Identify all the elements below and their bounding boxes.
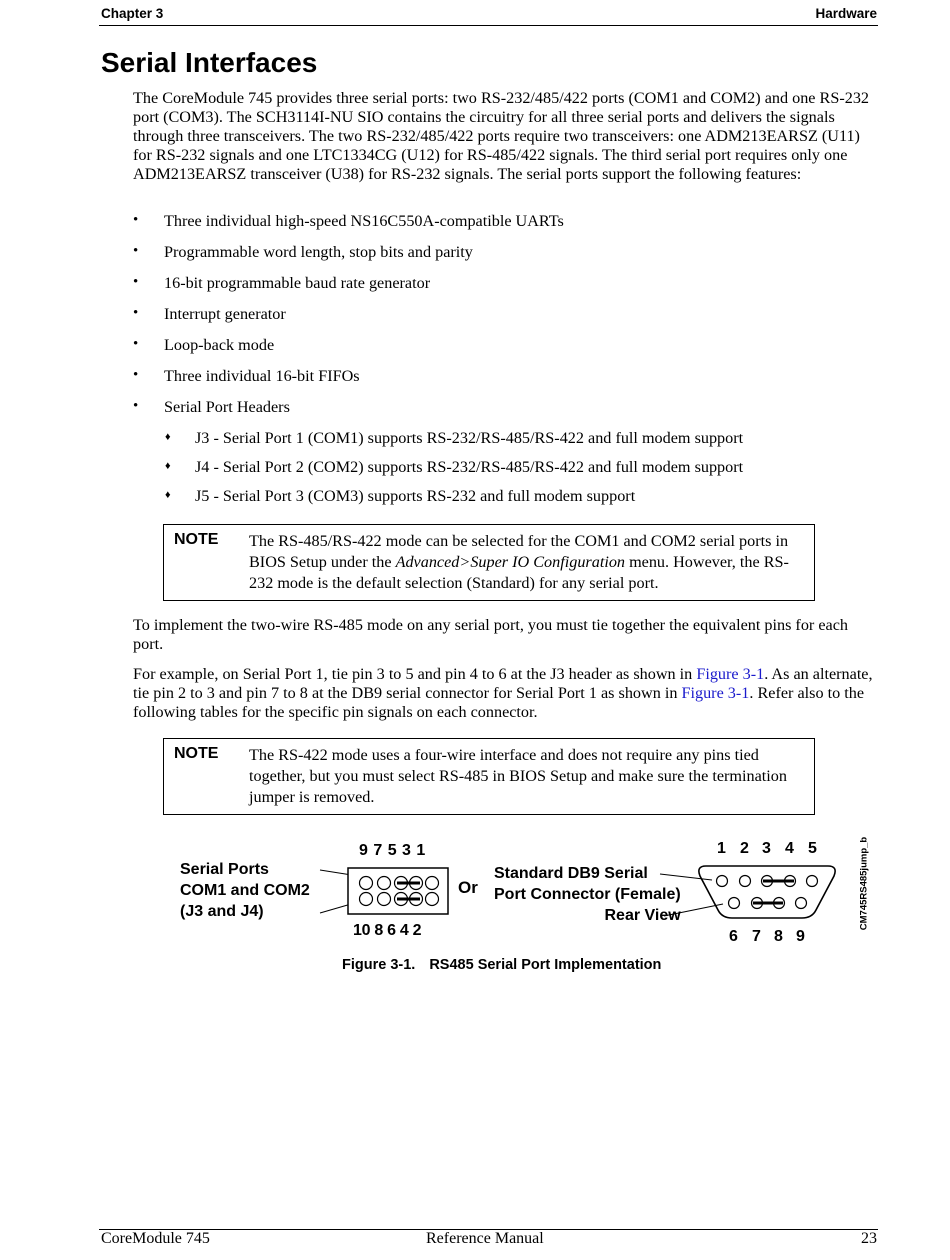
- db9-label: Standard DB9 Serial Port Connector (Female) Rear View: [494, 865, 681, 924]
- note-label: NOTE: [174, 531, 219, 548]
- chapter-label: Chapter 3: [101, 6, 164, 21]
- page-title: Serial Interfaces: [101, 47, 318, 78]
- page-header: [101, 6, 877, 24]
- db9-pin-number: 2: [740, 840, 749, 857]
- db9-pin-number: 7: [752, 928, 761, 945]
- bullet-icon: •: [133, 212, 139, 228]
- db9-pin-number: 9: [796, 928, 805, 945]
- intro-paragraph: The CoreModule 745 provides three serial ports: two RS-232/485/422 ports (COM1 and COM2) and one RS-232 port (COM3). The SCH3114I-NU SIO contains the circuitry for all three serial ports and delivers the signals through three transceivers. The two RS-232/485/422 ports require two transceivers: one ADM213EARSZ (U11) for RS-232 signals and one LTC1334CG (U12) for RS-485/422 signals. The third serial port requires only one ADM213EARSZ transceiver (U38) for RS-232 signals. The serial ports support the following features:: [133, 89, 870, 183]
- example-paragraph: For example, on Serial Port 1, tie pin 3 to 5 and pin 4 to 6 at the J3 header as shown in Figure 3-1. As an alternate, tie pin 2 to 3 and pin 7 to 8 at the DB9 serial connector for Serial Port 1 as shown in Figure 3-1. Refer also to the following tables for the specific pin signals on each connector.: [133, 665, 873, 721]
- bullet-icon: •: [133, 367, 139, 383]
- db9-outline: [699, 866, 835, 918]
- section-label: Hardware: [815, 6, 877, 21]
- rs485-paragraph: To implement the two-wire RS-485 mode on any serial port, you must tie together the equivalent pins for each port.: [133, 616, 848, 653]
- figure-link[interactable]: Figure 3-1: [681, 684, 750, 702]
- menu-path: Advanced>Super IO Configuration: [395, 553, 626, 571]
- figure-caption: Figure 3-1. RS485 Serial Port Implementation: [342, 957, 662, 973]
- diamond-bullet-icon: ♦: [165, 460, 171, 472]
- header-label: Serial Ports COM1 and COM2 (J3 and J4): [180, 861, 310, 920]
- note-text: The RS-422 mode uses a four-wire interface and does not require any pins tied together, but you must select RS-485 in BIOS Setup and make sure the termination jumper is removed.: [249, 746, 787, 806]
- db9-pin-number: 8: [774, 928, 783, 945]
- footer-product: CoreModule 745: [101, 1230, 210, 1247]
- bullet-icon: •: [133, 336, 139, 352]
- pin-header-outline: [348, 868, 448, 914]
- header-rule: [99, 25, 878, 26]
- db9-pin-number: 6: [729, 928, 738, 945]
- note-box: [163, 524, 815, 601]
- bullet-icon: •: [133, 305, 139, 321]
- db9-pin-number: 1: [717, 840, 726, 857]
- note-text: The RS-485/RS-422 mode can be selected for the COM1 and COM2 serial ports in BIOS Setup under the Advanced>Super IO Configuration menu. However, the RS-232 mode is the default selection (Standard) for any serial port.: [249, 532, 789, 592]
- header-top-pin-numbers: 9 7 5 3 1: [359, 842, 426, 859]
- or-label: Or: [458, 878, 478, 897]
- page-number: 23: [861, 1230, 877, 1247]
- note-label: NOTE: [174, 745, 219, 762]
- db9-pin-number: 3: [762, 840, 771, 857]
- header-bottom-pin-numbers: 10 8 6 4 2: [353, 922, 422, 939]
- bullet-icon: •: [133, 398, 139, 414]
- bullet-icon: •: [133, 274, 139, 290]
- diamond-bullet-icon: ♦: [165, 431, 171, 443]
- footer-doc-title: Reference Manual: [426, 1230, 544, 1247]
- db9-pin-number: 5: [808, 840, 817, 857]
- diamond-bullet-icon: ♦: [165, 489, 171, 501]
- note-box: [163, 738, 815, 815]
- bullet-icon: •: [133, 243, 139, 259]
- db9-pin-number: 4: [785, 840, 794, 857]
- figure-code: CM745RS485jump_b: [858, 836, 870, 931]
- rs485-figure: [160, 830, 890, 960]
- figure-link[interactable]: Figure 3-1: [696, 665, 765, 683]
